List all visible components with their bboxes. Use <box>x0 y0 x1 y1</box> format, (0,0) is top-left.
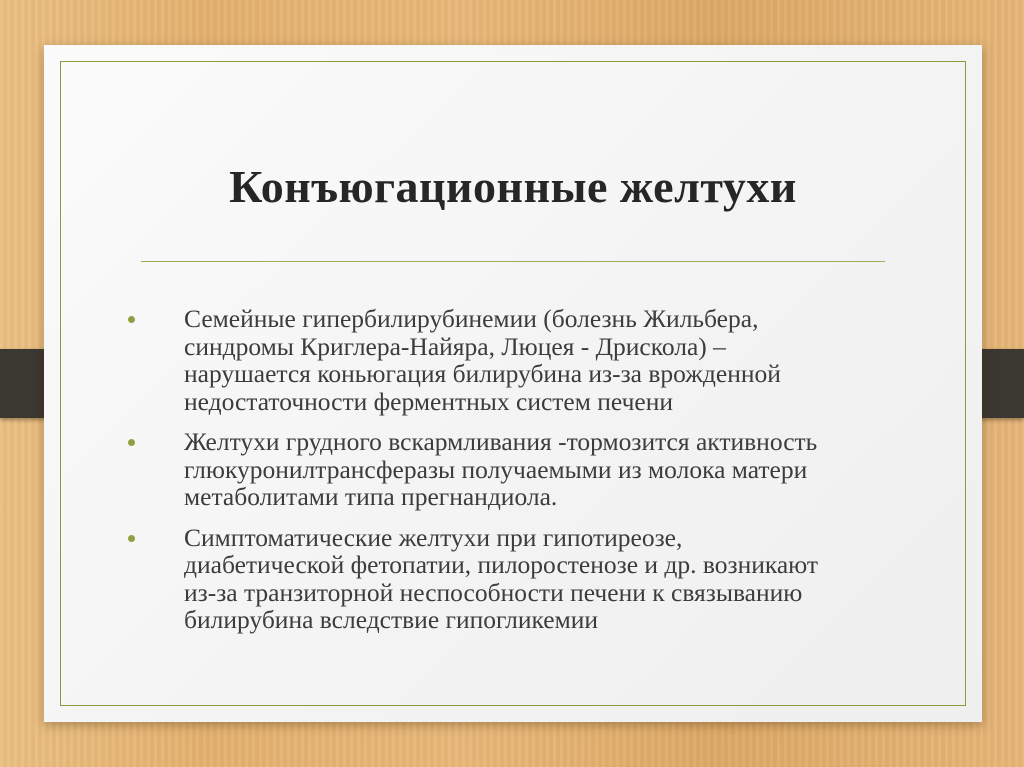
bullet-dot-icon <box>128 439 135 446</box>
bullet-item <box>126 428 846 511</box>
bullet-dot-icon <box>128 535 135 542</box>
slide-paper <box>44 45 982 722</box>
bullet-item <box>126 524 846 634</box>
bullet-dot-icon <box>128 316 135 323</box>
bullet-text: Желтухи грудного вскармливания -тормозится активность глюкуронилтрансферазы получаемыми из молока матери метаболитами типа прегнандиола. <box>184 427 818 511</box>
bullet-item <box>126 305 846 415</box>
title-divider <box>141 261 885 262</box>
bullet-text: Симптоматические желтухи при гипотиреозе, диабетической фетопатии, пилоростенозе и др. возникают из-за транзиторной неспособности печени к связыванию билирубина вследствие гипогликемии <box>184 522 819 634</box>
slide-title: Конъюгационные желтухи <box>229 161 797 212</box>
bullet-list <box>126 305 846 647</box>
bullet-text: Семейные гипербилирубинемии (болезнь Жильбера, синдромы Криглера-Найяра, Люцея - Дрискола) – нарушается коньюгация билирубина из-за врожденной недостаточности ферментных систем печени <box>184 304 781 416</box>
